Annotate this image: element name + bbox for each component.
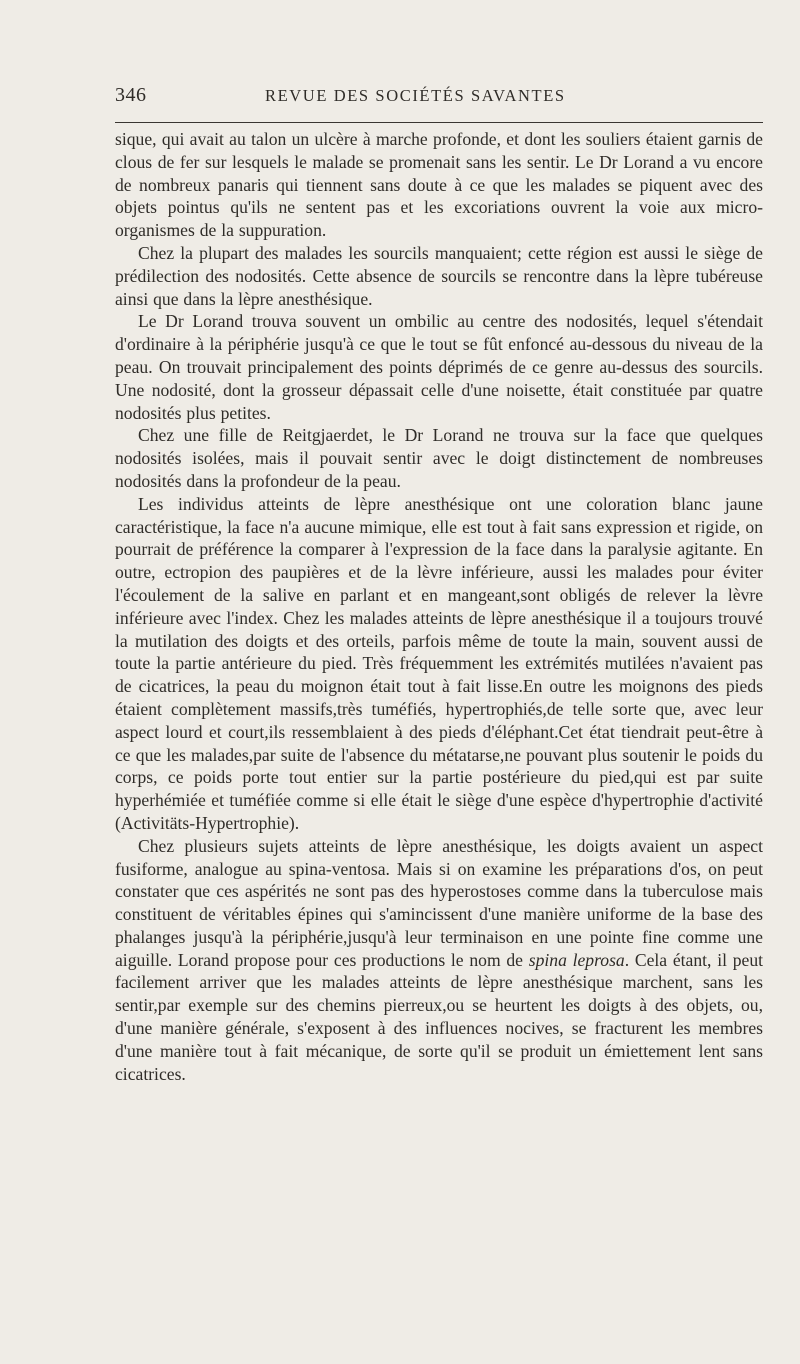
running-title: REVUE DES SOCIÉTÉS SAVANTES [265, 86, 566, 105]
paragraph-6-part-2: . Cela étant, il peut facilement arriver que les malades atteints de lèpre anesthésique marchent, sans les sentir,par exemple sur des chemins pierreux,ou se heurtent les doigts à des objets, ou, d'une manière générale, s'exposent à des influences nocives, se fracturent les membres d'une manière tout à fait mécanique, de sorte qu'il se produit un émiettement lent sans cicatrices. [115, 949, 763, 1084]
header-rule [115, 122, 763, 123]
page-header [115, 84, 762, 112]
body-text [115, 128, 763, 1085]
paragraph-3: Le Dr Lorand trouva souvent un ombilic au centre des nodosités, lequel s'étendait d'ordinaire à la périphérie jusqu'à ce que le tout se fût enfoncé au-dessous du niveau de la peau. On trouvait principalement des points déprimés de ce genre au-dessus des sourcils. Une nodosité, dont la grosseur dépassait celle d'une noisette, était constituée par quatre nodosités plus petites. [115, 311, 763, 423]
paragraph-4: Chez une fille de Reitgjaerdet, le Dr Lorand ne trouva sur la face que quelques nodosités isolées, mais il pouvait sentir avec le doigt distinctement de nombreuses nodosités dans la profondeur de la peau. [115, 425, 763, 491]
paragraph-1: sique, qui avait au talon un ulcère à marche profonde, et dont les souliers étaient garnis de clous de fer sur lesquels le malade se promenait sans les sentir. Le Dr Lorand a vu encore de nombreux panaris qui tiennent sans doute à ce que les malades se piquent avec des objets pointus qu'ils ne sentent pas et les excoriations ouvrent la voie aux micro-organismes de la suppuration. [115, 129, 763, 241]
paragraph-2: Chez la plupart des malades les sourcils manquaient; cette région est aussi le siège de prédilection des nodosités. Cette absence de sourcils se rencontre dans la lèpre tubéreuse ainsi que dans la lèpre anesthésique. [115, 242, 763, 309]
paragraph-6-part-1: Chez plusieurs sujets atteints de lèpre anesthésique, les doigts avaient un aspect fusiforme, analogue au spina-ventosa. Mais si on examine les préparations d'os, on peut constater que ces aspérités ne sont pas des hyperostoses comme dans la tuberculose mais constituent de véritables épines qui s'amincissent d'une manière uniforme de la base des phalanges jusqu'à la périphérie,jusqu'à leur terminaison en une pointe fine comme une aiguille. Lorand propose pour ces productions le nom de [115, 835, 763, 970]
page-number: 346 [115, 84, 147, 106]
paragraph-5: Les individus atteints de lèpre anesthésique ont une coloration blanc jaune caractéristique, la face n'a aucune mimique, elle est tout à fait sans expression et rigide, on pourrait de préférence la comparer à l'expression de la face dans la paralysie agitante. En outre, ectropion des paupières et de la lèvre inférieure, aussi les malades pour éviter l'écoulement de la salive en parlant et en mangeant,sont obligés de relever la lèvre inférieure avec l'index. Chez les malades atteints de lèpre anesthésique il a toujours trouvé la mutilation des doigts et des orteils, parfois même de toute la main, souvent aussi de toute la partie antérieure du pied. Très fréquemment les extrémités mutilées n'avaient pas de cicatrices, la peau du moignon était tout à fait lisse.En outre les moignons des pieds étaient complètement massifs,très tuméfiés, hypertrophiés,de telle sorte que, avec leur aspect lourd et court,ils ressemblaient à des pieds d'éléphant.Cet état tiendrait peut-être à ce que les malades,par suite de l'absence du métatarse,ne pouvant plus soutenir le poids du corps, ce poids porte tout entier sur la partie postérieure du pied,qui est par suite hyperhémiée et tuméfiée comme si elle était le siège d'une espèce d'hypertrophie d'activité (Activitäts-Hypertrophie). [115, 493, 763, 833]
italic-term-spina-leprosa: spina leprosa [528, 949, 625, 970]
paragraph-6 [115, 835, 763, 1086]
